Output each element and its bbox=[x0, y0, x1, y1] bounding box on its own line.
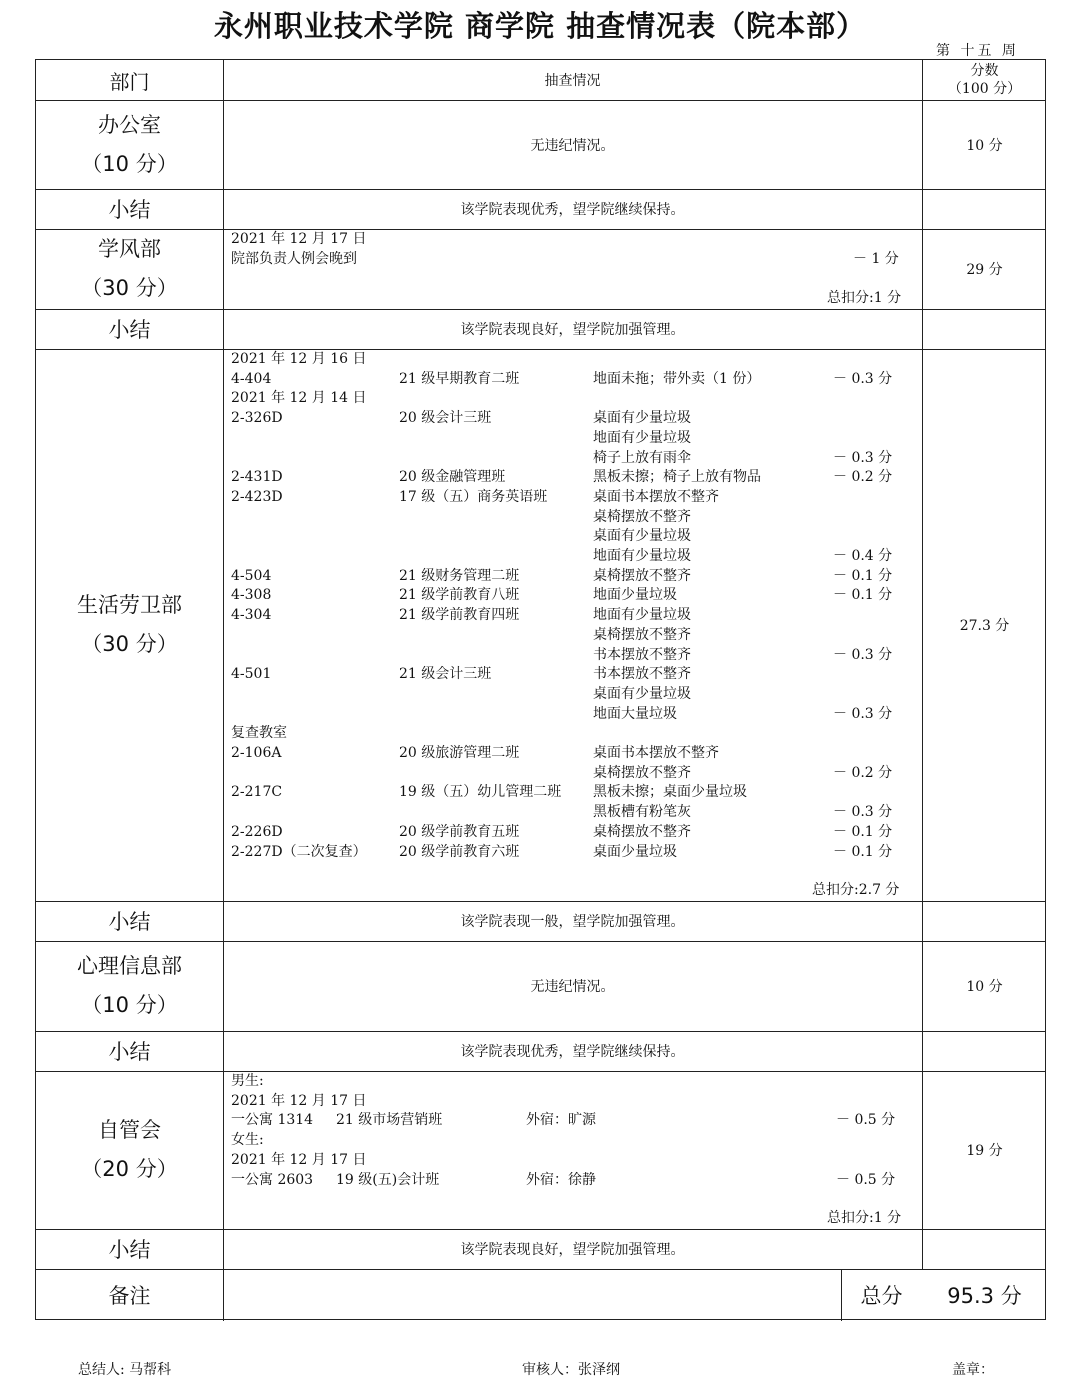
record-issue: 桌面少量垃圾 bbox=[593, 843, 677, 860]
record-location: 2-217C bbox=[231, 784, 283, 801]
record-location: 4-404 bbox=[231, 370, 272, 387]
record-deduction: － 0.2 分 bbox=[833, 764, 893, 781]
record-location: 2-423D bbox=[231, 488, 283, 505]
study-summary-label: 小结 bbox=[108, 318, 151, 342]
dept-office bbox=[36, 100, 223, 189]
psych-summary-label: 小结 bbox=[108, 1040, 151, 1064]
record-deduction: － 0.4 分 bbox=[833, 548, 893, 564]
record-location: 2-227D（二次复查） bbox=[231, 843, 367, 860]
record-deduction: － 0.3 分 bbox=[833, 804, 893, 821]
record-class: 20 级学前教育五班 bbox=[399, 823, 520, 840]
dept-office-points: （10 分） bbox=[81, 151, 178, 176]
selfmgmt-total: 总扣分:1 分 bbox=[827, 1210, 902, 1226]
record-location: 2021 年 12 月 16 日 bbox=[231, 351, 367, 367]
record-location: 2-431D bbox=[231, 469, 283, 486]
column-divider bbox=[223, 60, 224, 1321]
record-issue: 地面大量垃圾 bbox=[593, 705, 677, 722]
study-deduct: － 1 分 bbox=[853, 251, 899, 267]
week-label: 第 十五 周 bbox=[936, 43, 1019, 59]
header-score-line2: （100 分） bbox=[947, 81, 1022, 97]
labor-summary: 该学院表现一般，望学院加强管理。 bbox=[460, 914, 685, 930]
record-issue: 桌椅摆放不整齐 bbox=[593, 626, 691, 643]
dept-office-name: 办公室 bbox=[98, 112, 161, 137]
record-issue: 地面有少量垃圾 bbox=[593, 548, 691, 564]
dept-labor-points: （30 分） bbox=[81, 632, 178, 656]
record-deduction: － 0.3 分 bbox=[833, 646, 893, 663]
dept-study-name: 学风部 bbox=[98, 237, 161, 261]
footer-summarizer: 总结人: 马帮科 bbox=[78, 1362, 172, 1378]
record-location: 2021 年 12 月 14 日 bbox=[231, 390, 367, 407]
total-label: 总分 bbox=[860, 1284, 903, 1308]
record-issue: 桌椅摆放不整齐 bbox=[593, 508, 691, 525]
record-deduction: － 0.1 分 bbox=[833, 823, 893, 840]
record-location: 一公寓 1314 bbox=[231, 1112, 314, 1129]
record-class: 20 级旅游管理二班 bbox=[399, 745, 520, 761]
record-issue: 书本摆放不整齐 bbox=[593, 646, 691, 663]
record-location: 4-504 bbox=[231, 567, 272, 584]
footer-reviewer: 审核人：张泽纲 bbox=[522, 1362, 620, 1378]
record-class: 19 级（五）幼儿管理二班 bbox=[399, 784, 562, 801]
record-issue: 桌面书本摆放不整齐 bbox=[593, 745, 719, 761]
dept-psych bbox=[36, 941, 223, 1031]
header-inspection: 抽查情况 bbox=[544, 73, 601, 89]
record-issue: 地面有少量垃圾 bbox=[593, 429, 691, 446]
study-score: 29 分 bbox=[966, 262, 1003, 278]
dept-labor bbox=[36, 349, 223, 901]
dept-selfmgmt-points: （20 分） bbox=[81, 1157, 178, 1181]
record-issue: 地面有少量垃圾 bbox=[593, 607, 691, 624]
record-location: 2-106A bbox=[231, 745, 282, 761]
page-title: 永州职业技术学院 商学院 抽查情况表（院本部） bbox=[213, 9, 867, 43]
record-issue: 桌椅摆放不整齐 bbox=[593, 764, 691, 781]
record-class: 21 级会计三班 bbox=[399, 666, 492, 683]
office-score: 10 分 bbox=[966, 137, 1003, 154]
record-class: 21 级财务管理二班 bbox=[399, 567, 520, 584]
labor-score: 27.3 分 bbox=[959, 618, 1010, 634]
dept-study-points: （30 分） bbox=[81, 276, 178, 300]
record-issue: 桌面有少量垃圾 bbox=[593, 685, 691, 702]
selfmgmt-score: 19 分 bbox=[966, 1143, 1003, 1159]
record-issue: 外宿：徐静 bbox=[526, 1171, 596, 1188]
labor-summary-label: 小结 bbox=[108, 910, 151, 934]
record-class: 20 级学前教育六班 bbox=[399, 843, 520, 860]
office-content: 无违纪情况。 bbox=[530, 137, 615, 154]
record-issue: 桌面有少量垃圾 bbox=[593, 528, 691, 545]
record-location: 4-501 bbox=[231, 666, 272, 683]
record-location: 2021 年 12 月 17 日 bbox=[231, 1151, 367, 1168]
header-dept: 部门 bbox=[109, 69, 150, 94]
study-date: 2021 年 12 月 17 日 bbox=[231, 231, 367, 247]
record-issue: 地面未拖；带外卖（1 份） bbox=[593, 370, 761, 387]
study-total: 总扣分:1 分 bbox=[827, 290, 902, 306]
record-issue: 地面少量垃圾 bbox=[593, 587, 677, 604]
record-location: 2021 年 12 月 17 日 bbox=[231, 1092, 367, 1109]
record-location: 2-326D bbox=[231, 410, 283, 427]
psych-content: 无违纪情况。 bbox=[530, 979, 615, 995]
record-deduction: － 0.2 分 bbox=[833, 469, 893, 486]
dept-study bbox=[36, 229, 223, 309]
record-deduction: － 0.1 分 bbox=[833, 567, 893, 584]
record-class: 19 级(五)会计班 bbox=[336, 1171, 440, 1188]
office-summary: 该学院表现优秀，望学院继续保持。 bbox=[460, 202, 685, 218]
record-location: 复查教室 bbox=[231, 725, 287, 742]
record-deduction: － 0.5 分 bbox=[836, 1112, 896, 1129]
record-class: 21 级市场营销班 bbox=[336, 1112, 443, 1129]
record-deduction: － 0.1 分 bbox=[833, 587, 893, 604]
record-location: 2-226D bbox=[231, 823, 283, 840]
record-deduction: － 0.3 分 bbox=[833, 705, 893, 722]
dept-psych-name: 心理信息部 bbox=[77, 954, 182, 978]
record-location: 男生: bbox=[231, 1073, 264, 1089]
psych-summary: 该学院表现优秀，望学院继续保持。 bbox=[460, 1044, 685, 1060]
record-issue: 桌面书本摆放不整齐 bbox=[593, 488, 719, 505]
footer-seal: 盖章： bbox=[952, 1362, 994, 1378]
record-issue: 书本摆放不整齐 bbox=[593, 666, 691, 683]
record-issue: 桌面有少量垃圾 bbox=[593, 410, 691, 427]
record-class: 21 级学前教育四班 bbox=[399, 607, 520, 624]
dept-selfmgmt bbox=[36, 1071, 223, 1229]
labor-total: 总扣分:2.7 分 bbox=[812, 882, 900, 898]
office-summary-label: 小结 bbox=[108, 198, 151, 222]
record-issue: 黑板未擦；椅子上放有物品 bbox=[593, 469, 761, 486]
header-score-line1: 分数 bbox=[970, 63, 999, 79]
dept-selfmgmt-name: 自管会 bbox=[98, 1118, 161, 1142]
record-class: 20 级会计三班 bbox=[399, 410, 492, 427]
record-location: 4-304 bbox=[231, 607, 272, 624]
record-deduction: － 0.3 分 bbox=[833, 449, 893, 466]
record-deduction: － 0.5 分 bbox=[836, 1171, 896, 1188]
study-item: 院部负责人例会晚到 bbox=[231, 251, 357, 267]
record-issue: 桌椅摆放不整齐 bbox=[593, 823, 691, 840]
record-location: 一公寓 2603 bbox=[231, 1171, 314, 1188]
record-location: 女生: bbox=[231, 1132, 264, 1149]
selfmgmt-summary-label: 小结 bbox=[108, 1238, 151, 1262]
record-issue: 桌椅摆放不整齐 bbox=[593, 567, 691, 584]
total-value: 95.3 分 bbox=[947, 1284, 1022, 1308]
study-summary: 该学院表现良好，望学院加强管理。 bbox=[460, 322, 685, 338]
psych-score: 10 分 bbox=[966, 979, 1003, 995]
dept-labor-name: 生活劳卫部 bbox=[77, 593, 182, 617]
record-class: 17 级（五）商务英语班 bbox=[399, 488, 548, 505]
record-class: 20 级金融管理班 bbox=[399, 469, 506, 486]
remarks-content bbox=[223, 1269, 841, 1321]
header-score bbox=[922, 60, 1047, 100]
record-class: 21 级学前教育八班 bbox=[399, 587, 520, 604]
record-location: 4-308 bbox=[231, 587, 272, 604]
record-issue: 黑板未擦；桌面少量垃圾 bbox=[593, 784, 747, 801]
record-issue: 黑板槽有粉笔灰 bbox=[593, 804, 691, 821]
record-issue: 椅子上放有雨伞 bbox=[593, 449, 691, 466]
record-deduction: － 0.3 分 bbox=[833, 370, 893, 387]
selfmgmt-summary: 该学院表现良好，望学院加强管理。 bbox=[460, 1242, 685, 1258]
inspection-table bbox=[35, 59, 1046, 1320]
record-class: 21 级早期教育二班 bbox=[399, 370, 520, 387]
record-deduction: － 0.1 分 bbox=[833, 843, 893, 860]
record-issue: 外宿：旷源 bbox=[526, 1112, 596, 1129]
remarks-label: 备注 bbox=[108, 1284, 151, 1308]
dept-psych-points: （10 分） bbox=[81, 993, 178, 1017]
